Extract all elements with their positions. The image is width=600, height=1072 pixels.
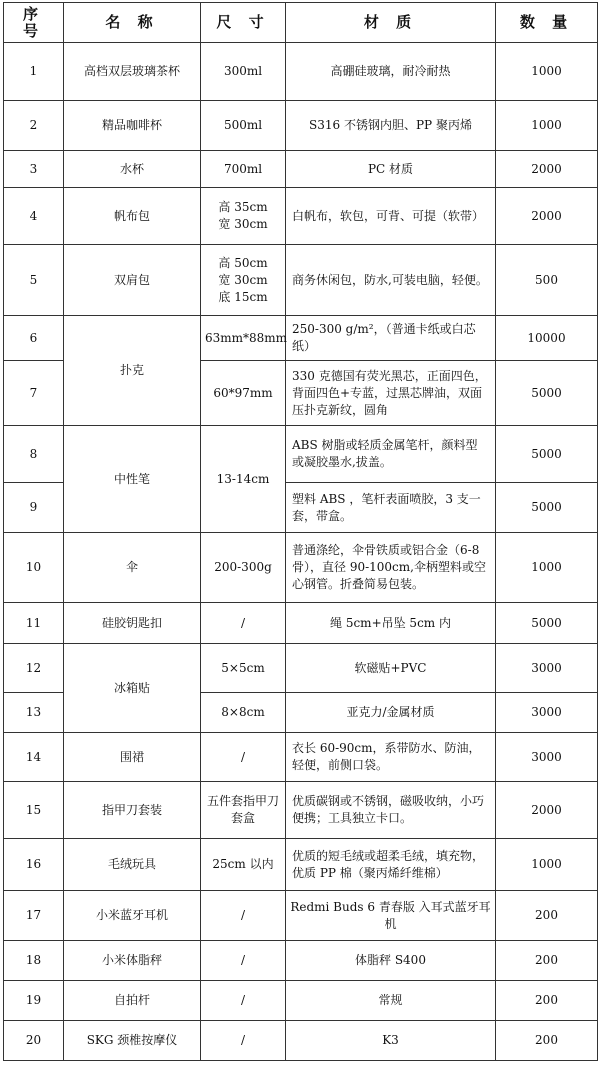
- row-name: 自拍杆: [64, 981, 201, 1021]
- table-row: [4, 1021, 598, 1061]
- header-no: 序 号: [4, 3, 64, 43]
- table-row: [4, 188, 598, 245]
- row-name: 水杯: [64, 151, 201, 188]
- table-row: [4, 101, 598, 151]
- row-qty: 200: [496, 981, 598, 1021]
- header-qty: 数 量: [496, 3, 598, 43]
- row-name: 伞: [64, 533, 201, 603]
- row-name: 高档双层玻璃茶杯: [64, 43, 201, 101]
- row-material: 软磁贴+PVC: [286, 644, 496, 693]
- row-no: 15: [4, 782, 64, 839]
- row-size: /: [201, 891, 286, 941]
- row-no: 10: [4, 533, 64, 603]
- row-qty: 1000: [496, 533, 598, 603]
- row-name: 围裙: [64, 733, 201, 782]
- row-material: Redmi Buds 6 青春版 入耳式蓝牙耳机: [286, 891, 496, 941]
- row-material: 绳 5cm+吊坠 5cm 内: [286, 603, 496, 644]
- row-name: 小米体脂秤: [64, 941, 201, 981]
- row-material: 塑料 ABS ，笔杆表面喷胶，3 支一套，带盒。: [286, 483, 496, 533]
- row-no: 2: [4, 101, 64, 151]
- row-name: 硅胶钥匙扣: [64, 603, 201, 644]
- row-material: 白帆布，软包，可背、可提（软带）: [286, 188, 496, 245]
- row-material: 商务休闲包，防水,可装电脑，轻便。: [286, 245, 496, 316]
- row-size: 5×5cm: [201, 644, 286, 693]
- table-row: [4, 316, 598, 361]
- row-no: 11: [4, 603, 64, 644]
- table-row: [4, 603, 598, 644]
- row-no: 4: [4, 188, 64, 245]
- row-size: 500ml: [201, 101, 286, 151]
- table-row: [4, 43, 598, 101]
- row-size: 五件套指甲刀套盒: [201, 782, 286, 839]
- row-qty: 10000: [496, 316, 598, 361]
- row-size: 60*97mm: [201, 361, 286, 426]
- row-no: 13: [4, 693, 64, 733]
- header-row: [4, 3, 598, 43]
- row-material: 250-300 g/m²，（普通卡纸或白芯纸）: [286, 316, 496, 361]
- row-qty: 2000: [496, 188, 598, 245]
- row-material: 体脂秤 S400: [286, 941, 496, 981]
- table-row: [4, 245, 598, 316]
- row-size: /: [201, 981, 286, 1021]
- row-size: /: [201, 941, 286, 981]
- row-size: 300ml: [201, 43, 286, 101]
- row-qty: 2000: [496, 151, 598, 188]
- row-qty: 2000: [496, 782, 598, 839]
- row-name: 精品咖啡杯: [64, 101, 201, 151]
- row-qty: 1000: [496, 101, 598, 151]
- row-material: S316 不锈钢内胆、PP 聚丙烯: [286, 101, 496, 151]
- row-no: 16: [4, 839, 64, 891]
- row-qty: 500: [496, 245, 598, 316]
- header-size: 尺 寸: [201, 3, 286, 43]
- row-qty: 5000: [496, 361, 598, 426]
- row-name: 扑克: [64, 316, 201, 426]
- row-material: K3: [286, 1021, 496, 1061]
- row-qty: 1000: [496, 839, 598, 891]
- row-size: 高 35cm 宽 30cm: [201, 188, 286, 245]
- row-qty: 5000: [496, 483, 598, 533]
- row-qty: 200: [496, 941, 598, 981]
- row-no: 12: [4, 644, 64, 693]
- row-size: 8×8cm: [201, 693, 286, 733]
- row-material: 优质碳钢或不锈钢，磁吸收纳，小巧便携；工具独立卡口。: [286, 782, 496, 839]
- row-material: 衣长 60-90cm，系带防水、防油，轻便，前侧口袋。: [286, 733, 496, 782]
- row-size: 200-300g: [201, 533, 286, 603]
- row-no: 14: [4, 733, 64, 782]
- row-qty: 3000: [496, 693, 598, 733]
- row-no: 5: [4, 245, 64, 316]
- row-size: 13-14cm: [201, 426, 286, 533]
- row-size: 700ml: [201, 151, 286, 188]
- row-name: 双肩包: [64, 245, 201, 316]
- row-no: 17: [4, 891, 64, 941]
- row-no: 18: [4, 941, 64, 981]
- row-material: ABS 树脂或轻质金属笔杆，颜料型或凝胶墨水,拔盖。: [286, 426, 496, 483]
- table-row: [4, 839, 598, 891]
- row-size: 25cm 以内: [201, 839, 286, 891]
- row-qty: 200: [496, 1021, 598, 1061]
- row-no: 1: [4, 43, 64, 101]
- row-name: SKG 颈椎按摩仪: [64, 1021, 201, 1061]
- row-material: 亚克力/金属材质: [286, 693, 496, 733]
- product-table: [3, 2, 598, 1061]
- row-no: 7: [4, 361, 64, 426]
- row-material: 普通涤纶，伞骨铁质或铝合金（6-8 骨），直径 90-100cm,伞柄塑料或空心钢管。折叠简易包装。: [286, 533, 496, 603]
- row-qty: 3000: [496, 644, 598, 693]
- row-no: 9: [4, 483, 64, 533]
- row-no: 6: [4, 316, 64, 361]
- table-row: [4, 151, 598, 188]
- row-material: 优质的短毛绒或超柔毛绒，填充物，优质 PP 棉（聚丙烯纤维棉）: [286, 839, 496, 891]
- row-size: 高 50cm 宽 30cm 底 15cm: [201, 245, 286, 316]
- row-qty: 5000: [496, 603, 598, 644]
- row-name: 毛绒玩具: [64, 839, 201, 891]
- row-material: PC 材质: [286, 151, 496, 188]
- row-size: 63mm*88mm: [201, 316, 286, 361]
- row-size: /: [201, 733, 286, 782]
- row-name: 冰箱贴: [64, 644, 201, 733]
- row-material: 330 克德国有荧光黑芯，正面四色，背面四色+专蓝，过黑芯牌油，双面压扑克新纹，圆角: [286, 361, 496, 426]
- row-name: 帆布包: [64, 188, 201, 245]
- table-row: [4, 426, 598, 483]
- row-qty: 5000: [496, 426, 598, 483]
- table-row: [4, 533, 598, 603]
- row-name: 小米蓝牙耳机: [64, 891, 201, 941]
- row-material: 常规: [286, 981, 496, 1021]
- row-no: 20: [4, 1021, 64, 1061]
- header-name: 名 称: [64, 3, 201, 43]
- table-row: [4, 941, 598, 981]
- row-qty: 1000: [496, 43, 598, 101]
- table-row: [4, 733, 598, 782]
- row-size: /: [201, 603, 286, 644]
- table-row: [4, 782, 598, 839]
- table-row: [4, 644, 598, 693]
- table-row: [4, 981, 598, 1021]
- row-no: 8: [4, 426, 64, 483]
- row-name: 指甲刀套装: [64, 782, 201, 839]
- row-name: 中性笔: [64, 426, 201, 533]
- row-no: 19: [4, 981, 64, 1021]
- row-size: /: [201, 1021, 286, 1061]
- table-row: [4, 891, 598, 941]
- row-material: 高硼硅玻璃，耐冷耐热: [286, 43, 496, 101]
- row-no: 3: [4, 151, 64, 188]
- header-material: 材 质: [286, 3, 496, 43]
- row-qty: 200: [496, 891, 598, 941]
- row-qty: 3000: [496, 733, 598, 782]
